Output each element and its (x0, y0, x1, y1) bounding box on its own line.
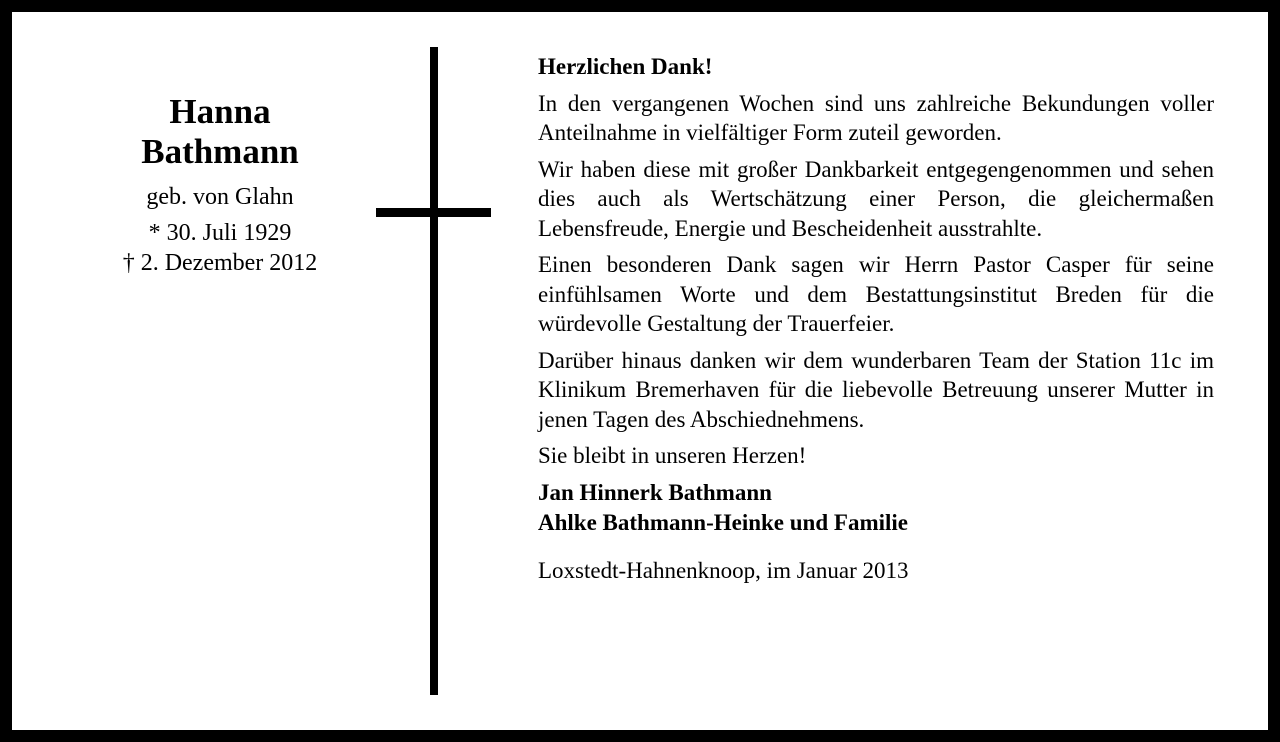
death-date: † 2. Dezember 2012 (122, 250, 318, 276)
notice-paragraph-1: In den vergangenen Wochen sind uns zahlreiche Bekundungen voller Anteilnahme in vielfältiger Form zuteil geworden. (538, 90, 1214, 145)
notice-paragraph-2: Wir haben diese mit großer Dankbarkeit entgegengenommen und sehen dies auch als Wertschätzung einer Person, die gleichermaßen Lebensfreude, Energie und Bescheidenheit ausstrahlte. (538, 156, 1214, 241)
signer-1: Jan Hinnerk Bathmann (538, 479, 772, 505)
signers (538, 478, 1214, 538)
deceased-first-name: Hanna (169, 92, 271, 131)
place-and-date: Loxstedt-Hahnenknoop, im Januar 2013 (538, 557, 909, 583)
cross-vertical-bar (430, 47, 438, 695)
birth-date: * 30. Juli 1929 (148, 220, 292, 246)
notice-paragraph-4: Darüber hinaus danken wir dem wunderbaren Team der Station 11c im Klinikum Bremerhaven für die liebevolle Betreuung unserer Mutter in jenen Tagen des Abschiednehmens. (538, 347, 1214, 432)
notice-closing: Sie bleibt in unseren Herzen! (538, 443, 807, 468)
thank-you-text (538, 52, 1214, 585)
obituary-card (12, 12, 1268, 730)
notice-paragraph-3: Einen besonderen Dank sagen wir Herrn Pastor Casper für seine einfühlsamen Worte und dem Bestattungsinstitut Breden für die würdevolle Gestaltung der Trauerfeier. (538, 252, 1214, 336)
deceased-last-name: Bathmann (141, 132, 299, 171)
notice-heading: Herzlichen Dank! (538, 54, 713, 79)
maiden-name: geb. von Glahn (146, 184, 294, 210)
deceased-info (82, 92, 358, 278)
life-dates (82, 218, 358, 278)
cross-horizontal-bar (376, 208, 491, 217)
signer-2: Ahlke Bathmann-Heinke und Familie (538, 509, 908, 535)
